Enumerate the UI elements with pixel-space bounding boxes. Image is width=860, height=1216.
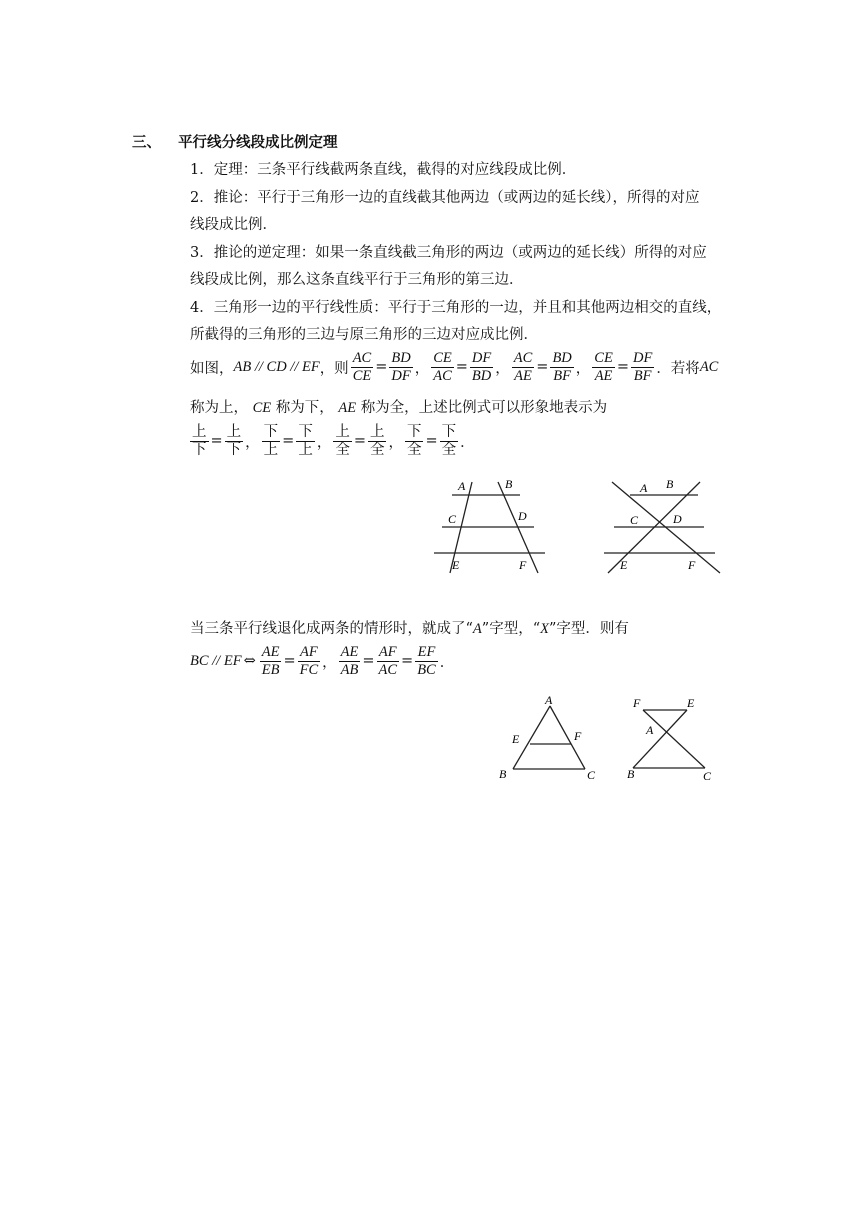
text-tail: ．若将 bbox=[656, 360, 700, 377]
section-heading bbox=[132, 131, 338, 152]
item-4-line1: 4．三角形一边的平行线性质：平行于三角形的一边，并且和其他两边相交的直线， bbox=[190, 300, 722, 316]
label-c: C bbox=[448, 512, 457, 526]
label-b: B bbox=[666, 477, 674, 491]
fraction: $\frac{BD}{DF}$ bbox=[391, 349, 411, 384]
label-d: D bbox=[673, 512, 682, 526]
fraction: $\frac{DF}{BD}$ bbox=[471, 349, 492, 384]
text-lead: 如图， bbox=[190, 360, 234, 377]
label-f: F bbox=[633, 696, 641, 710]
item-2-line2: 线段成比例． bbox=[190, 217, 277, 233]
label-e: E bbox=[452, 558, 460, 572]
fraction: $\frac{BD}{BF}$ bbox=[552, 349, 572, 384]
section-title: 平行线分线段成比例定理 bbox=[178, 135, 338, 151]
label-d: D bbox=[518, 509, 527, 523]
proportion-line: 如图， AB // CD // EF ，则 $\frac{AC}{CE}$ = $\frac{BD}{DF}$ ， $\frac{CE}{AC}$ = $\frac{DF}{BD}$ ， $\frac{AC}{AE}$ = $\frac{BD}{BF}$ ， $\frac{CE}{AE}$ = $\frac{DF}{BF}$ ．若将 AC bbox=[190, 349, 719, 384]
label-f: F bbox=[519, 558, 527, 572]
fraction: $\frac{CE}{AE}$ bbox=[594, 349, 613, 384]
item-1: 1．定理：三条平行线截两条直线，截得的对应线段成比例． bbox=[190, 162, 577, 178]
label-e: E bbox=[687, 696, 695, 710]
fraction: $\frac{CE}{AC}$ bbox=[433, 349, 452, 384]
label-c: C bbox=[703, 769, 712, 783]
fraction: $\frac{AC}{AE}$ bbox=[513, 349, 533, 384]
figure-parallel-lines-b bbox=[600, 470, 725, 580]
segment-ac: AC bbox=[699, 358, 719, 375]
label-a: A bbox=[640, 481, 648, 495]
fraction: $\frac{AC}{CE}$ bbox=[352, 349, 372, 384]
label-e: E bbox=[512, 732, 520, 746]
label-a: A bbox=[646, 723, 654, 737]
label-b: B bbox=[505, 477, 513, 491]
degenerate-proportions: BC // EF ⇔ $\frac{AE}{EB}$ = $\frac{AF}{FC}$ ， $\frac{AE}{AB}$ = $\frac{AF}{AC}$ = $\frac{EF}{BC}$ ． bbox=[190, 643, 455, 678]
label-f: F bbox=[574, 729, 582, 743]
label-c: C bbox=[630, 513, 639, 527]
naming-line: 称为上， CE 称为下， AE 称为全，上述比例式可以形象地表示为 bbox=[190, 400, 608, 416]
label-a: A bbox=[458, 479, 466, 493]
label-a: A bbox=[545, 693, 553, 707]
label-c: C bbox=[587, 768, 596, 782]
label-f: F bbox=[688, 558, 696, 572]
word-proportions: $\frac{\text{上}}{\text{下}}$ = $\frac{\text{上}}{\text{下}}$ ， $\frac{\text{下}}{\text{上}}$ = $\frac{\text{下}}{\text{上}}$ ， $\frac{\text{上}}{\text{全}}$ = $\frac{\text{上}}{\text{全}}$ ， $\frac{\text{下}}{\text{全}}$ = $\frac{\text{下}}{\text{全}}$ ． bbox=[192, 423, 475, 458]
section-number: 三、 bbox=[132, 135, 161, 151]
label-e: E bbox=[620, 558, 628, 572]
degenerate-case-text: 当三条平行线退化成两条的情形时，就成了“A”字型，“X”字型．则有 bbox=[190, 621, 629, 637]
label-b: B bbox=[627, 767, 635, 781]
figure-a-shape bbox=[495, 692, 605, 787]
text-then: ，则 bbox=[319, 360, 349, 377]
label-b: B bbox=[499, 767, 507, 781]
item-2-line1: 2．推论：平行于三角形一边的直线截其他两边（或两边的延长线），所得的对应 bbox=[190, 190, 700, 206]
item-3-line2: 线段成比例，那么这条直线平行于三角形的第三边． bbox=[190, 272, 524, 288]
fraction: $\frac{DF}{BF}$ bbox=[632, 349, 653, 384]
item-4-line2: 所截得的三角形的三边与原三角形的三边对应成比例． bbox=[190, 327, 538, 343]
parallel-statement: AB // CD // EF bbox=[233, 358, 320, 375]
item-3-line1: 3．推论的逆定理：如果一条直线截三角形的两边（或两边的延长线）所得的对应 bbox=[190, 245, 707, 261]
figure-parallel-lines-a bbox=[430, 470, 560, 580]
figure-x-shape bbox=[625, 692, 725, 787]
